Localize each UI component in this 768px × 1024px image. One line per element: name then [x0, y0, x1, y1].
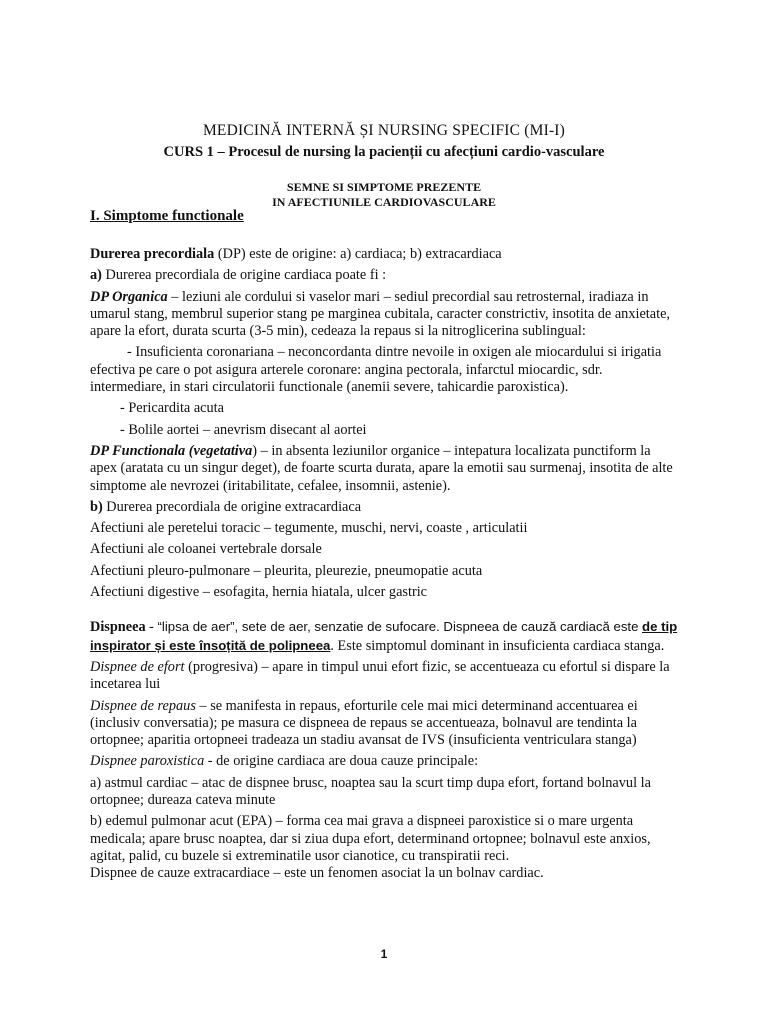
list-item-extra-4: Afectiuni digestive – esofagita, hernia hiatala, ulcer gastric: [90, 584, 428, 601]
term-dp-functionala: DP Functionala (vegetativa: [90, 442, 253, 459]
paragraph-durere-intro: Durerea precordiala (DP) este de origine: a) cardiaca; b) extracardiaca: [90, 246, 502, 262]
item-label-b: b): [90, 498, 103, 515]
list-item-extra-1: Afectiuni ale peretelui toracic – tegumente, muschi, nervi, coaste , articulatii: [90, 520, 528, 537]
document-body: [90, 246, 680, 887]
page-number: 1: [380, 947, 388, 961]
list-item-insuficienta: - Insuficienta coronariana – neconcordanta dintre nevoile in oxigen ale miocardului si irigatia efectiva pe care o pot asigura arterele coronare: angina pectorala, infarctul miocardic, sdr. intermediare, in stari circulatorii functionale (anemii severe, tahicardie paroxistica).: [90, 344, 662, 396]
term-dispneea: Dispneea: [90, 619, 146, 636]
paragraph-dispnee-efort: Dispnee de efort (progresiva) – apare in timpul unui efort fizic, se accentueaza cu efortul si dispare la incetarea lui: [90, 658, 670, 693]
section-title-line-1: SEMNE SI SIMPTOME PREZENTE: [286, 180, 482, 194]
term-dispnee-efort: Dispnee de efort: [90, 658, 185, 675]
course-subtitle: CURS 1 – Procesul de nursing la pacienții cu afecțiuni cardio-vasculare: [163, 144, 605, 160]
paragraph-durere-a: a) Durerea precordiala de origine cardiaca poate fi :: [90, 267, 387, 284]
list-item-pericardita: - Pericardita acuta: [120, 400, 224, 417]
paragraph-dp-organica: DP Organica – leziuni ale cordului si vaselor mari – sediul precordial sau retrosternal, iradiaza in umarul stang, membrul superior stang pe marginea cubitala, caracter constrictiv, insotita de anxietate, apare la efort, durata scurta (3-5 min), cedeaza la repaus si la nitroglicerina sublingual:: [90, 288, 671, 340]
item-label-a: a): [90, 267, 102, 284]
list-item-extra-2: Afectiuni ale coloanei vertebrale dorsale: [90, 541, 322, 558]
list-item-aorta: - Bolile aortei – anevrism disecant al aortei: [120, 421, 367, 438]
term-durere-precordiala: Durerea precordiala: [90, 246, 215, 262]
spacer: [90, 605, 680, 618]
paragraph-durere-b: b) Durerea precordiala de origine extracardiaca: [90, 498, 362, 515]
section-title-line-2: IN AFECTIUNILE CARDIOVASCULARE: [272, 195, 496, 209]
list-item-extra-3: Afectiuni pleuro-pulmonare – pleurita, pleurezie, pneumopatie acuta: [90, 562, 483, 579]
paragraph-dispnee-paroxistica: Dispnee paroxistica - de origine cardiaca are doua cauze principale:: [90, 753, 479, 770]
document-title: MEDICINĂ INTERNĂ ȘI NURSING SPECIFIC (MI-I): [202, 122, 566, 139]
term-dispnee-paroxistica: Dispnee paroxistica: [90, 753, 205, 770]
emphasis-tip-inspirator: de tip inspirator și este însoțită de polipneea: [90, 619, 678, 653]
paragraph-astm-cardiac: a) astmul cardiac – atac de dispnee brusc, noaptea sau la scurt timp dupa efort, fortand bolnavul la ortopnee; dureaza cateva minute: [90, 774, 651, 809]
paragraph-dp-functionala: DP Functionala (vegetativa) – in absenta leziunilor organice – intepatura localizata punctiform la apex (aratata cu un singur deget), de foarte scurta durata, apare la emotii sau surmenaj, insotita de alte simptome ale nevrozei (iritabilitate, cefalee, insomnii, astenie).: [90, 442, 673, 494]
paragraph-dispneea: Dispneea - “lipsa de aer”, sete de aer, senzatie de sufocare. Dispneea de cauză cardiacă este de tip inspirator și este însoțită de polipneea. Este simptomul dominant in insuficienta cardiaca stanga.: [90, 619, 678, 654]
paragraph-dispnee-extracardiace: Dispnee de cauze extracardiace – este un fenomen asociat la un bolnav cardiac.: [90, 865, 544, 882]
paragraph-dispnee-repaus: Dispnee de repaus – se manifesta in repaus, eforturile cele mai mici determinand accentuarea ei (inclusiv conversatia); pe masura ce dispneea de repaus se accentueaza, bolnavul are tendinta la ortopnee; aparitia ortopneei tradeaza un stadiu avansat de IVS (insuficienta ventriculara stanga): [90, 697, 638, 749]
paragraph-epa: b) edemul pulmonar acut (EPA) – forma cea mai grava a dispneei paroxistice si o mare urgenta medicala; apare brusc noaptea, dar si ziua dupa efort, determinand ortopnee; bolnavul este anxios, agitat, palid, cu buzele si extreminatile usor cianotice, cu transpiratii reci.: [90, 813, 651, 864]
term-dispnee-repaus: Dispnee de repaus: [90, 697, 196, 714]
term-dp-organica: DP Organica: [90, 288, 168, 305]
chapter-heading: I. Simptome functionale: [90, 208, 244, 224]
